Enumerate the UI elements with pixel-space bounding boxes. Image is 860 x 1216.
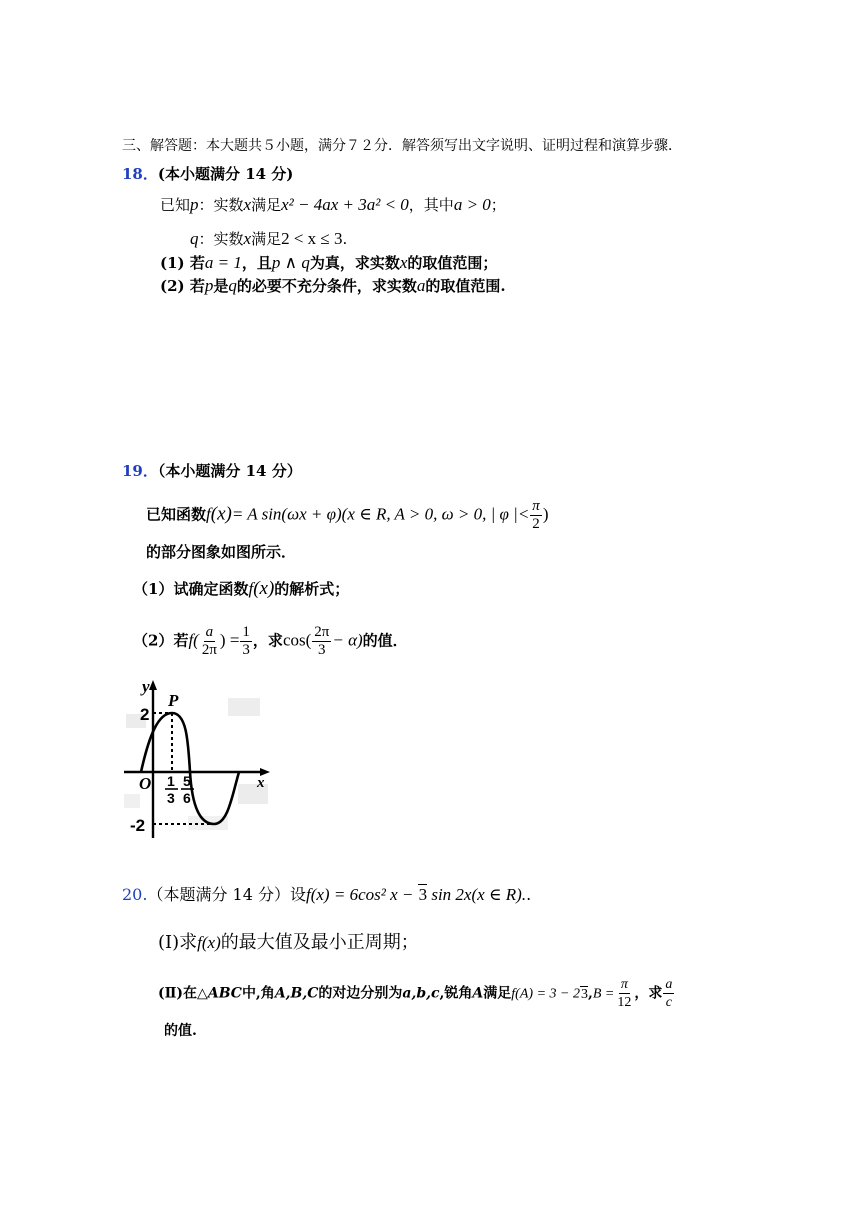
q18-part1-logic: p ∧ q (271, 253, 310, 272)
q19-part1-var: (x) (253, 578, 275, 599)
q18-part2-label: (2) (160, 277, 185, 295)
q20-part2-t6: , (587, 985, 593, 1002)
q20-part2-t1: 在△ (183, 985, 208, 1002)
q19-part2-frac-a-den: 2π (201, 642, 217, 658)
q20-func-def2: sin 2x(x ∈ R). (427, 885, 527, 904)
graph-y-label: y (142, 677, 150, 696)
q19-part2-frac-2pi-3 (312, 624, 331, 659)
q19-intro-frac-num: π (532, 498, 540, 514)
q20-part2-fa: f(A) = 3 − 2 (511, 986, 580, 1002)
graph-peak-label: P (168, 691, 179, 710)
q18-q-inequality: 2 < x ≤ 3 (281, 229, 343, 248)
graph-ymin-label: -2 (130, 816, 146, 835)
q20-part2-frac-b-num: π (620, 977, 628, 992)
q18-part2-t3: 的必要不充分条件，求实数 (236, 277, 417, 295)
q18-q-line (190, 229, 347, 249)
q18-p-colon: ：实数 (198, 196, 244, 214)
q18-part2-t2: 是 (213, 277, 229, 295)
q19-part2-eq: ) = (219, 630, 240, 650)
q18-q-end: . (342, 230, 348, 248)
q19-points: （本小题满分 14 分） (157, 462, 302, 480)
q18-p-x: x (243, 195, 252, 214)
q20-header-text: （本题满分 14 分）设 (147, 885, 306, 904)
q18-part2-q: q (228, 276, 237, 295)
q19-part1-t2: 的解析式； (274, 580, 350, 598)
q20-part2-t7: ，求 (634, 985, 663, 1002)
q20-header (122, 885, 531, 905)
q20-part2-sqrt: 3 (580, 986, 588, 1002)
q19-part1-label: （1） (133, 580, 174, 598)
q19-intro-lead: 已知函数 (146, 505, 207, 524)
graph-x-label: x (257, 775, 265, 791)
q20-part2-label: (Ⅱ) (158, 985, 184, 1002)
q20-part2-abc: ABC (207, 985, 242, 1002)
q19-part2 (133, 624, 408, 659)
graph-noise-patch (228, 698, 260, 716)
q18-p-symbol: p (190, 195, 199, 214)
q19-graph-figure (122, 676, 278, 840)
q19-part2-frac-b-num: 1 (242, 624, 250, 640)
q20-part2-frac-a-c (663, 976, 674, 1011)
q18-part1-t2: ，且 (241, 254, 272, 272)
graph-tick1-den: 3 (167, 790, 175, 806)
q18-part2-a: a (416, 276, 426, 295)
q18-p-lead: 已知 (160, 196, 191, 214)
q20-part2-t3: 的对边分别为 (318, 985, 403, 1002)
graph-tick1-num: 1 (167, 773, 175, 789)
q20-part2-t2: 中,角 (241, 985, 275, 1002)
q19-header (122, 461, 302, 481)
q19-part1 (133, 579, 349, 599)
graph-tick2-den: 6 (183, 790, 191, 806)
q20-part1-label: (Ⅰ) (158, 932, 180, 953)
q18-number: 18． (122, 165, 158, 183)
q20-part2-b-eq: B = (592, 986, 615, 1002)
q19-part1-t1: 试确定函数 (173, 580, 249, 598)
q19-part2-cos: cos( (282, 630, 312, 650)
q19-intro-var: (x) (210, 503, 232, 525)
q18-q-x: x (243, 229, 252, 248)
q20-part2-frac-r-den: c (665, 995, 672, 1010)
q18-header (122, 164, 293, 184)
q19-part2-label: （2） (133, 631, 174, 650)
q19-part2-t3: 的值． (362, 631, 408, 650)
graph-origin-label: O (139, 774, 152, 793)
q18-p-satisfy: 满足 (251, 196, 282, 214)
q19-part2-minus-alpha: − α) (332, 630, 363, 650)
graph-noise-patch (124, 794, 140, 808)
q20-part2-t5: 满足 (483, 985, 512, 1002)
q19-intro-frac-den: 2 (532, 516, 540, 532)
q18-q-colon: ：实数 (198, 230, 244, 248)
q19-intro-pi-over-2 (530, 498, 542, 533)
q20-part1 (158, 931, 419, 955)
q20-part2-sides: a,b,c (402, 985, 440, 1002)
q18-p-line (160, 195, 506, 215)
q18-part1-label: (1) (160, 254, 185, 272)
q20-part1-t1: 求 (179, 932, 198, 953)
q18-part1-cond: a = 1 (204, 253, 242, 272)
q18-part1-t1: 若 (189, 254, 205, 272)
q20-part2-t4: ,锐角 (439, 985, 473, 1002)
graph-tick2-num: 5 (183, 773, 191, 789)
q19-intro-end: ) (542, 504, 549, 524)
q20-part2-angle-a: A (472, 985, 484, 1002)
q20-part2-frac-b-den: 12 (617, 995, 632, 1010)
q20-tail: 的值. (164, 1023, 197, 1039)
q19-part2-func: f( (188, 630, 199, 650)
q19-part2-frac-a-num: a (205, 624, 214, 640)
q18-p-mid: ，其中 (408, 196, 454, 214)
q18-p-condition: a > 0 (453, 195, 491, 214)
q19-part2-frac-a (200, 624, 219, 659)
q18-p-end: ； (490, 196, 506, 214)
q18-points: (本小题满分 14 分) (157, 165, 294, 183)
q18-q-satisfy: 满足 (251, 230, 282, 248)
q19-intro (146, 498, 548, 533)
q18-part2-p: p (204, 276, 214, 295)
q19-part2-frac-b-den: 3 (242, 642, 250, 658)
q20-part1-func: f(x) (197, 933, 221, 952)
q19-part2-frac-c-num: 2π (314, 624, 330, 640)
q19-part1-func: f (248, 579, 254, 598)
q19-part2-frac-1-3 (240, 624, 252, 659)
q18-part2-t1: 若 (189, 277, 205, 295)
q19-intro-func: f (206, 504, 211, 524)
q20-number: 20. (122, 885, 148, 904)
q18-p-inequality: x² − 4ax + 3a² < 0 (281, 195, 409, 214)
q19-part2-t1: 若 (173, 631, 189, 650)
q20-part1-t2: 的最大值及最小正周期； (220, 932, 419, 953)
q19-part2-t2: ，求 (252, 631, 283, 650)
q18-part1-t4: 的取值范围； (407, 254, 498, 272)
q19-part2-frac-c-den: 3 (318, 642, 326, 658)
q19-number: 19． (122, 462, 158, 480)
section-header: 三、解答题：本大题共５小题，满分７２分．解答须写出文字说明、证明过程和演算步骤． (122, 138, 682, 154)
q18-q-symbol: q (190, 229, 199, 248)
q18-part2 (160, 276, 506, 296)
q18-part1-x: x (399, 253, 408, 272)
q19-desc: 的部分图象如图所示． (146, 543, 297, 561)
q20-part2-angles: A,B,C (274, 985, 319, 1002)
q20-part2-frac-pi-12 (615, 976, 633, 1011)
q20-func-def: f(x) = 6cos² x − (306, 885, 418, 904)
q20-part2-frac-r-num: a (665, 977, 673, 992)
graph-ymax-label: 2 (140, 705, 150, 724)
q19-intro-expr: = A sin(ωx + φ)(x ∈ R, A > 0, ω > 0, | φ |< (231, 504, 530, 524)
q20-header-end: . (526, 885, 532, 904)
q18-part2-t4: 的取值范围. (425, 277, 506, 295)
q18-part1-t3: 为真，求实数 (309, 254, 400, 272)
q20-sqrt: 3 (418, 885, 428, 904)
q18-part1 (160, 253, 497, 273)
q20-part2 (158, 976, 675, 1011)
